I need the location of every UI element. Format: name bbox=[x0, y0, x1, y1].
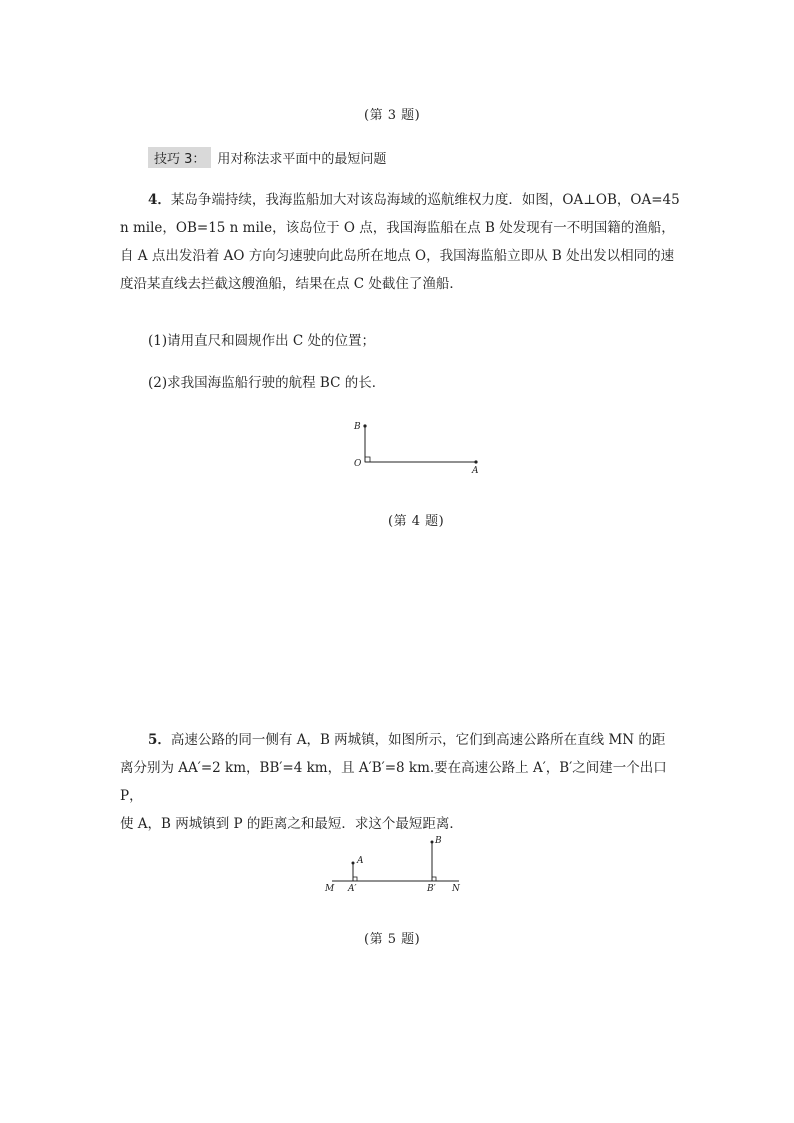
right-angle-mark bbox=[365, 457, 370, 462]
question-4-line-4: 度沿某直线去拦截这艘渔船，结果在点 C 处截住了渔船． bbox=[120, 276, 463, 292]
figure-3-caption: (第 3 题) bbox=[364, 108, 421, 123]
question-4-part-2: (2)求我国海监船行驶的航程 BC 的长． bbox=[148, 375, 386, 391]
question-4-line-1: 某岛争端持续，我海监船加大对该岛海域的巡航维权力度．如图，OA⊥OB，OA=45 bbox=[170, 192, 680, 208]
label-b: B bbox=[435, 836, 442, 846]
question-4-line-2: n mile，OB=15 n mile，该岛位于 O 点，我国海监船在点 B 处发现有一不明国籍的渔船， bbox=[120, 220, 675, 236]
question-5-line-2: 离分别为 AA′=2 km，BB′=4 km，且 A′B′=8 km.要在高速公路上 A′，B′之间建一个出口 P， bbox=[120, 760, 667, 804]
question-5-line-1: 高速公路的同一侧有 A，B 两城镇，如图所示，它们到高速公路所在直线 MN 的距 bbox=[170, 732, 666, 748]
label-b-prime: B′ bbox=[427, 884, 436, 894]
question-4-number: 4． bbox=[148, 192, 171, 208]
point-a bbox=[352, 862, 355, 865]
label-a: A bbox=[357, 856, 364, 866]
question-4-part-1: (1)请用直尺和圆规作出 C 处的位置； bbox=[148, 333, 376, 349]
figure-4-caption: (第 4 题) bbox=[388, 514, 445, 529]
question-5-line-3: 使 A，B 两城镇到 P 的距离之和最短．求这个最短距离． bbox=[120, 816, 463, 832]
right-angle-mark-b bbox=[432, 877, 436, 881]
point-a bbox=[474, 460, 477, 463]
skill-tag: 技巧 3： bbox=[148, 147, 211, 168]
label-m: M bbox=[325, 884, 335, 894]
figure-5-diagram bbox=[318, 832, 468, 897]
figure-5-caption: (第 5 题) bbox=[364, 932, 421, 947]
label-a: A bbox=[472, 466, 479, 476]
label-o: O bbox=[354, 459, 362, 469]
figure-4-diagram bbox=[345, 415, 495, 480]
question-5-number: 5． bbox=[148, 732, 171, 748]
question-4 bbox=[120, 186, 680, 298]
right-angle-mark-a bbox=[353, 877, 357, 881]
point-b bbox=[363, 424, 366, 427]
skill-heading bbox=[148, 147, 386, 168]
question-4-line-3: 自 A 点出发沿着 AO 方向匀速驶向此岛所在地点 O，我国海监船立即从 B 处出发以相同的速 bbox=[120, 248, 675, 264]
label-n: N bbox=[452, 884, 460, 894]
label-a-prime: A′ bbox=[348, 884, 357, 894]
label-b: B bbox=[354, 422, 361, 432]
skill-title: 用对称法求平面中的最短问题 bbox=[217, 152, 387, 167]
question-5 bbox=[120, 726, 680, 838]
point-b bbox=[431, 841, 434, 844]
